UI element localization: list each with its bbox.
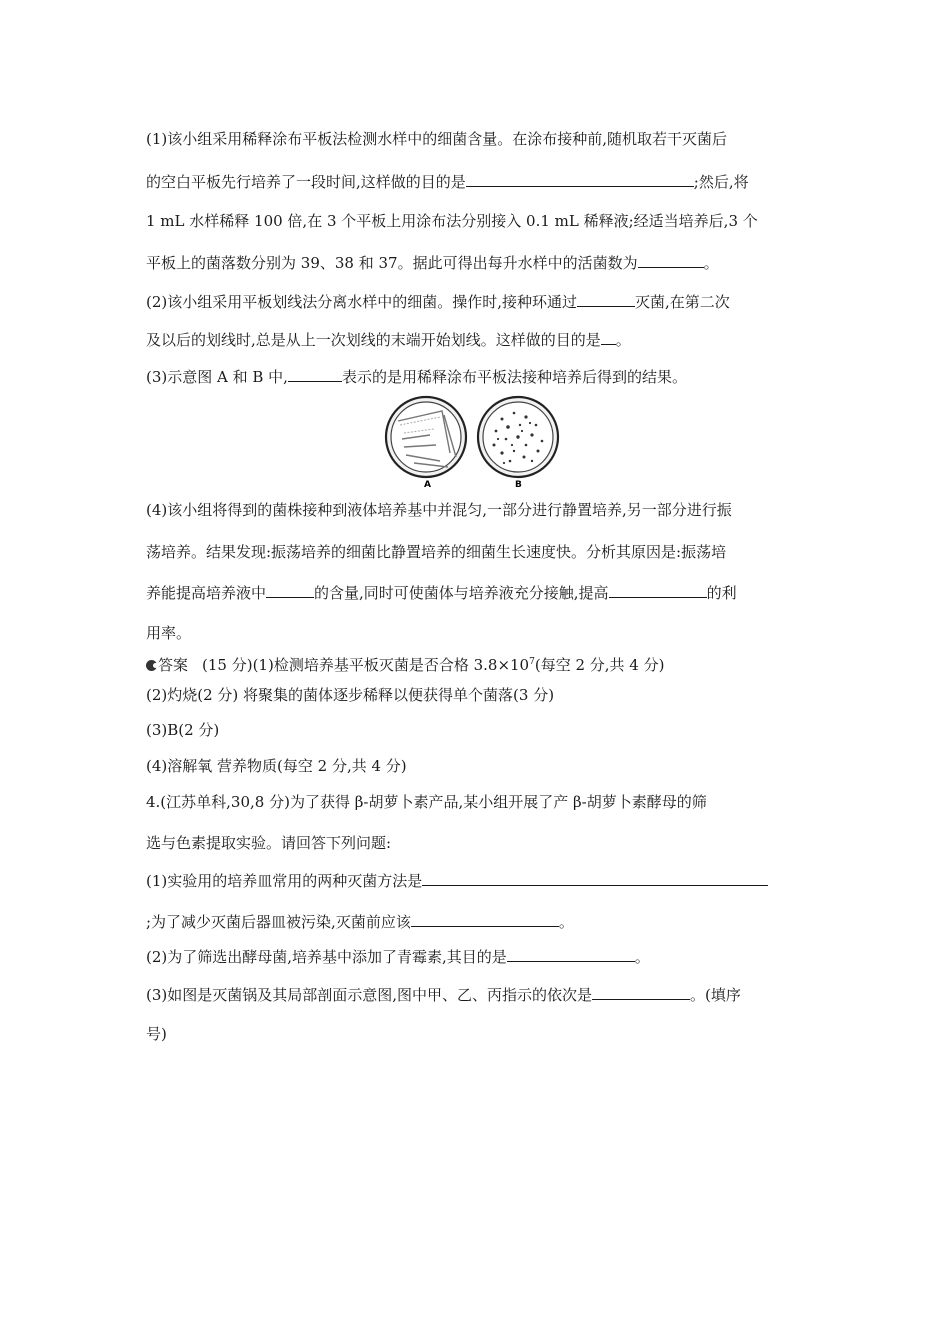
q3-p4-line4: 用率。 [146, 624, 192, 642]
culture-plates-figure [384, 395, 560, 489]
q3-p2-line1: (2)该小组采用平板划线法分离水样中的细菌。操作时,接种环通过 灭菌,在第二次 [146, 293, 730, 311]
answer-blank[interactable] [609, 582, 707, 598]
plate-a [386, 397, 466, 477]
answer-blank[interactable] [577, 291, 635, 307]
culture-plates-illustration [384, 395, 560, 489]
q3-p1-line2: 的空白平板先行培养了一段时间,这样做的目的是 ;然后,将 [146, 173, 749, 191]
answer-line4: (4)溶解氧 营养物质(每空 2 分,共 4 分) [146, 757, 407, 775]
answer-blank[interactable] [592, 984, 690, 1000]
q4-line2: 选与色素提取实验。请回答下列问题: [146, 834, 392, 852]
q3-p1-line1: (1)该小组采用稀释涂布平板法检测水样中的细菌含量。在涂布接种前,随机取若干灭菌后 [146, 130, 728, 148]
q3-p1-line3: 1 mL 水样稀释 100 倍,在 3 个平板上用涂布法分别接入 0.1 mL 稀释液;经适当培养后,3 个 [146, 212, 758, 230]
q3-p4-line3: 养能提高培养液中 的含量,同时可使菌体与培养液充分接触,提高 的利 [146, 584, 737, 602]
q3-p3-line1: (3)示意图 A 和 B 中, 表示的是用稀释涂布平板法接种培养后得到的结果。 [146, 368, 687, 386]
answer-line1: 答案 (15 分)(1)检测培养基平板灭菌是否合格 $3.8\times 10^7$(每空 2 分,共 4 分) [146, 655, 664, 675]
answer-blank[interactable] [422, 870, 768, 886]
answer-blank[interactable] [601, 329, 616, 345]
q3-p1-line4: 平板上的菌落数分别为 39、38 和 37。据此可得出每升水样中的活菌数为 。 [146, 254, 719, 272]
answer-blank[interactable] [466, 171, 694, 187]
answer-line2: (2)灼烧(2 分) 将聚集的菌体逐步稀释以便获得单个菌落(3 分) [146, 686, 555, 704]
answer-label: 答案 [158, 656, 189, 674]
plate-b [478, 397, 558, 477]
q4-line3: (1)实验用的培养皿常用的两种灭菌方法是 [146, 870, 768, 891]
q4-line1: 4.(江苏单科,30,8 分)为了获得 β-胡萝卜素产品,某小组开展了产 β-胡萝卜素酵母的筛 [146, 793, 707, 811]
answer-blank[interactable] [288, 366, 342, 382]
q3-p4-line1: (4)该小组将得到的菌株接种到液体培养基中并混匀,一部分进行静置培养,另一部分进行振 [146, 501, 732, 519]
q3-p2-line2: 及以后的划线时,总是从上一次划线的末端开始划线。这样做的目的是 。 [146, 331, 631, 349]
q3-p4-line2: 荡培养。结果发现:振荡培养的细菌比静置培养的细菌生长速度快。分析其原因是:振荡培 [146, 543, 727, 561]
answer-blank[interactable] [638, 252, 704, 268]
q4-line5: (2)为了筛选出酵母菌,培养基中添加了青霉素,其目的是 。 [146, 948, 650, 966]
plate-b-label: B [515, 480, 522, 489]
answer-line3: (3)B(2 分) [146, 721, 220, 739]
answer-blank[interactable] [507, 946, 635, 962]
answer-blank[interactable] [266, 582, 314, 598]
q4-line4: ;为了减少灭菌后器皿被污染,灭菌前应该 。 [146, 913, 574, 931]
answer-blank[interactable] [411, 911, 559, 927]
q4-line7: 号) [146, 1025, 167, 1043]
q4-line6: (3)如图是灭菌锅及其局部剖面示意图,图中甲、乙、丙指示的依次是 。(填序 [146, 986, 741, 1004]
answer-marker-icon [146, 660, 157, 671]
plate-a-label: A [424, 480, 431, 489]
